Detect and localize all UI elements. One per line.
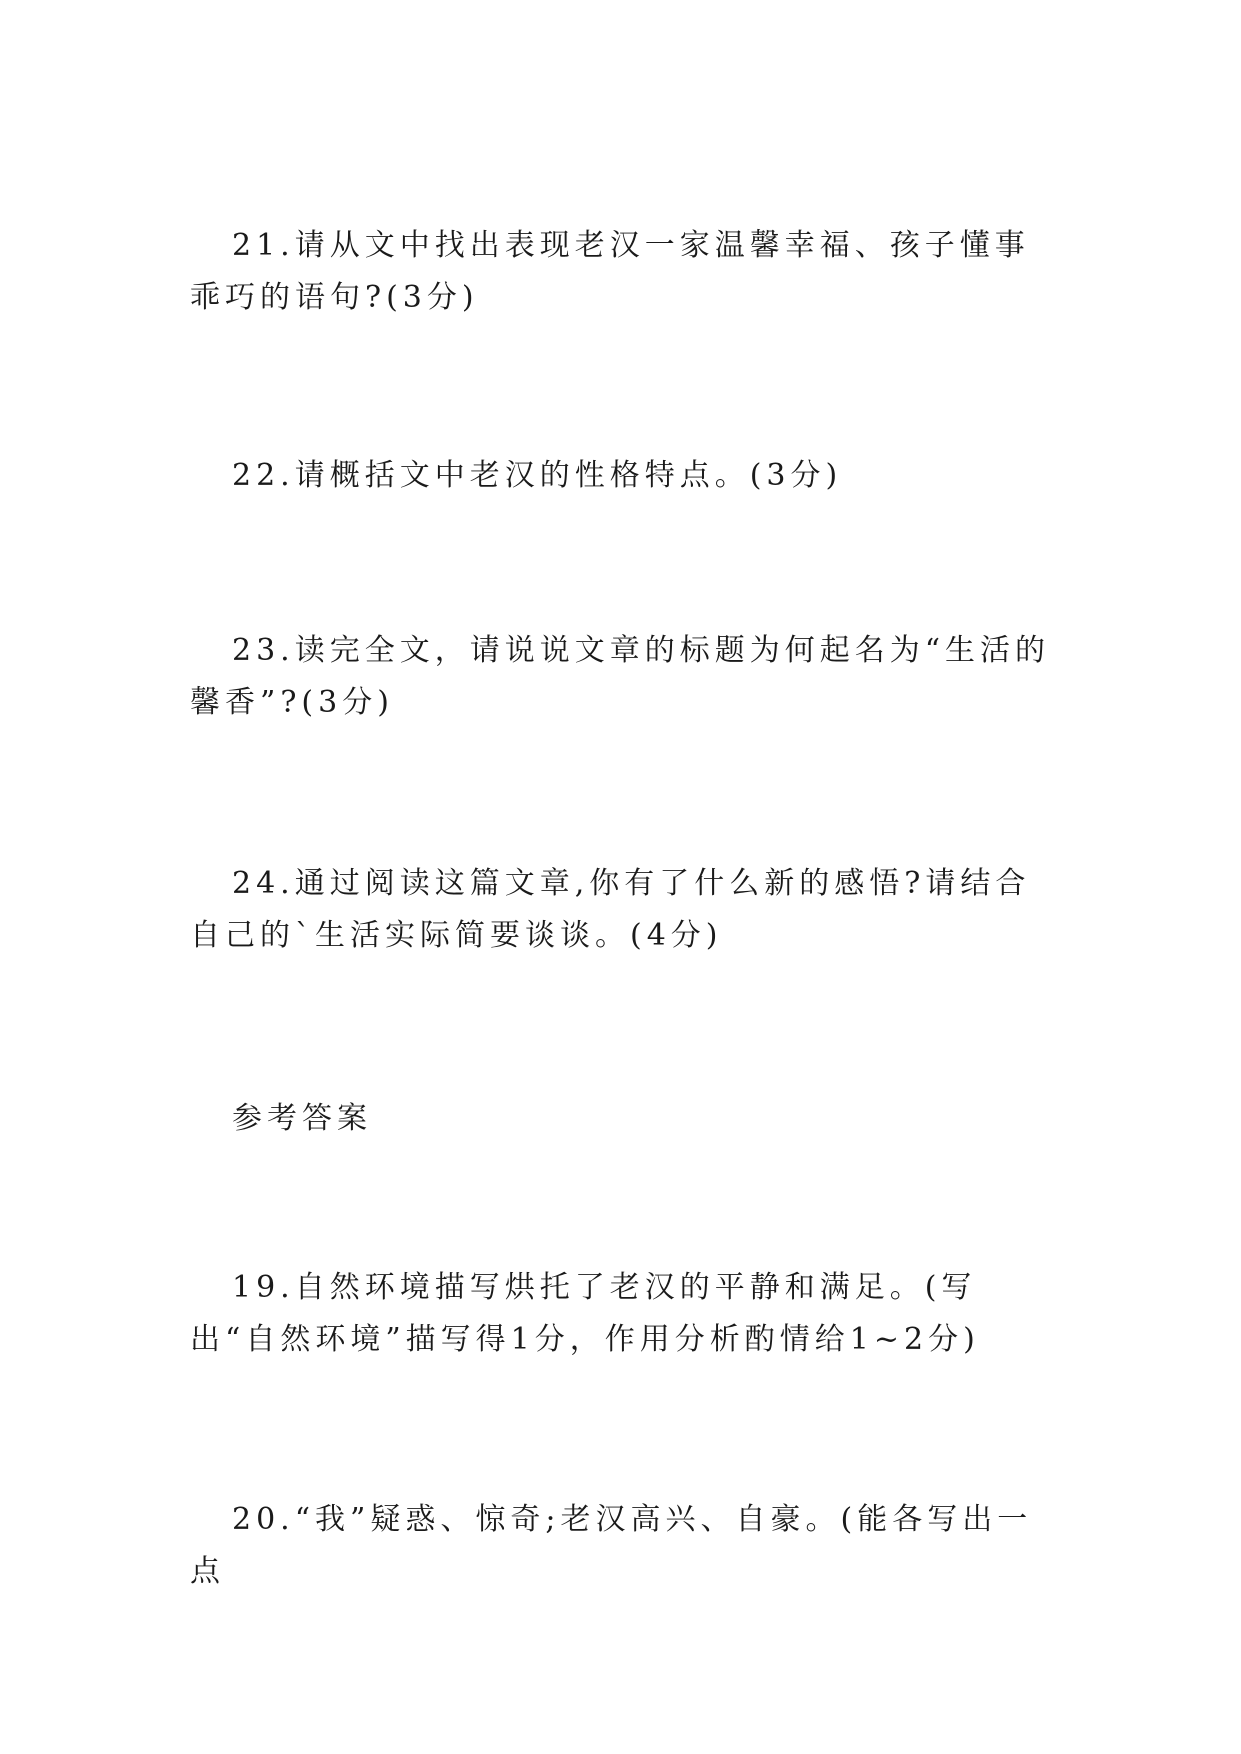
question-24: 24.通过阅读这篇文章,你有了什么新的感悟?请结合自己的`生活实际简要谈谈。(4分) <box>190 866 1031 953</box>
question-23: 23.读完全文，请说说文章的标题为何起名为“生活的馨香”?(3分) <box>190 633 1051 720</box>
question-21: 21.请从文中找出表现老汉一家温馨幸福、孩子懂事乖巧的语句?(3分) <box>190 228 1030 315</box>
answers-heading: 参考答案 <box>232 1101 372 1136</box>
question-22: 22.请概括文中老汉的性格特点。(3分) <box>232 458 843 493</box>
answer-19: 19.自然环境描写烘托了老汉的平静和满足。(写出“自然环境”描写得1分，作用分析酌情给1~2分) <box>190 1270 980 1357</box>
answer-20: 20.“我”疑惑、惊奇;老汉高兴、自豪。(能各写出一点 <box>190 1502 1033 1589</box>
